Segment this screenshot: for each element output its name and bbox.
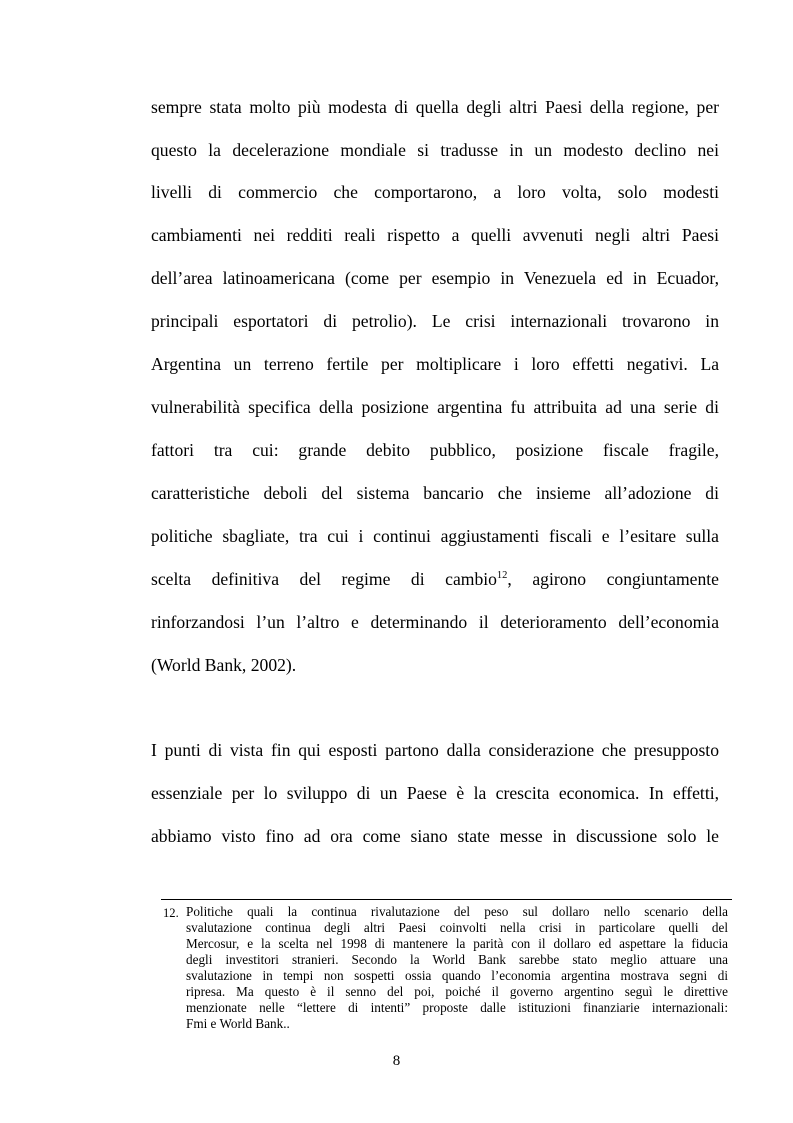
footnote-text-line: Politiche quali la continua rivalutazione del peso sul dollaro nello scenario della [186,904,728,919]
body-text-line: fattori tra cui: grande debito pubblico, posizione fiscale fragile, [151,440,719,460]
footnote-reference[interactable]: 12 [496,570,508,581]
body-text-line: rinforzandosi l’un l’altro e determinando il deterioramento dell’economia [151,612,719,632]
body-text-line: Argentina un terreno fertile per moltiplicare i loro effetti negativi. La [151,354,719,374]
footnote-text-line: degli investitori stranieri. Secondo la World Bank sarebbe stato meglio attuare una [186,952,728,967]
body-text-line: (World Bank, 2002). [151,655,297,675]
footnote-text-line: ripresa. Ma questo è il senno del poi, poiché il governo argentino seguì le direttive [186,984,728,999]
body-text-line: cambiamenti nei redditi reali rispetto a quelli avvenuti negli altri Paesi [151,225,719,245]
body-text-line: dell’area latinoamericana (come per esempio in Venezuela ed in Ecuador, [151,268,719,288]
body-text-line: abbiamo visto fino ad ora come siano state messe in discussione solo le [151,826,719,846]
body-text-segment: scelta definitiva del regime di cambio [151,569,497,589]
body-text-line: essenziale per lo sviluppo di un Paese è la crescita economica. In effetti, [151,783,719,803]
footnote-text-line: menzionate nelle “lettere di intenti” proposte dalle istituzioni finanziarie internazionali: [186,1000,728,1015]
footnote-number: 12. [163,906,179,920]
body-text-line: livelli di commercio che comportarono, a loro volta, solo modesti [151,182,719,202]
footnote-text-line: svalutazione continua degli altri Paesi coinvolti nella crisi in particolare quelli del [186,920,728,935]
body-text-line: vulnerabilità specifica della posizione argentina fu attribuita ad una serie di [151,397,719,417]
footnote-text-line: Fmi e World Bank.. [186,1016,290,1031]
body-text-line: I punti di vista fin qui esposti partono dalla considerazione che presupposto [151,740,719,760]
body-text-line: questo la decelerazione mondiale si tradusse in un modesto declino nei [151,140,719,160]
footnote-text-line: svalutazione in tempi non sospetti ossia quando l’economia argentina mostrava segni di [186,968,728,983]
footnote-separator [161,899,732,900]
body-text-line: sempre stata molto più modesta di quella degli altri Paesi della regione, per [151,97,719,117]
body-text-segment: , agirono congiuntamente [507,569,719,589]
footnote-text-line: Mercosur, e la scelta nel 1998 di mantenere la parità con il dollaro ed aspettare la fiducia [186,936,728,951]
body-text-line [151,569,719,589]
page-number: 8 [392,1053,401,1069]
body-text-line: principali esportatori di petrolio). Le crisi internazionali trovarono in [151,311,719,331]
body-text-line: caratteristiche deboli del sistema bancario che insieme all’adozione di [151,483,719,503]
body-text-line: politiche sbagliate, tra cui i continui aggiustamenti fiscali e l’esitare sulla [151,526,719,546]
